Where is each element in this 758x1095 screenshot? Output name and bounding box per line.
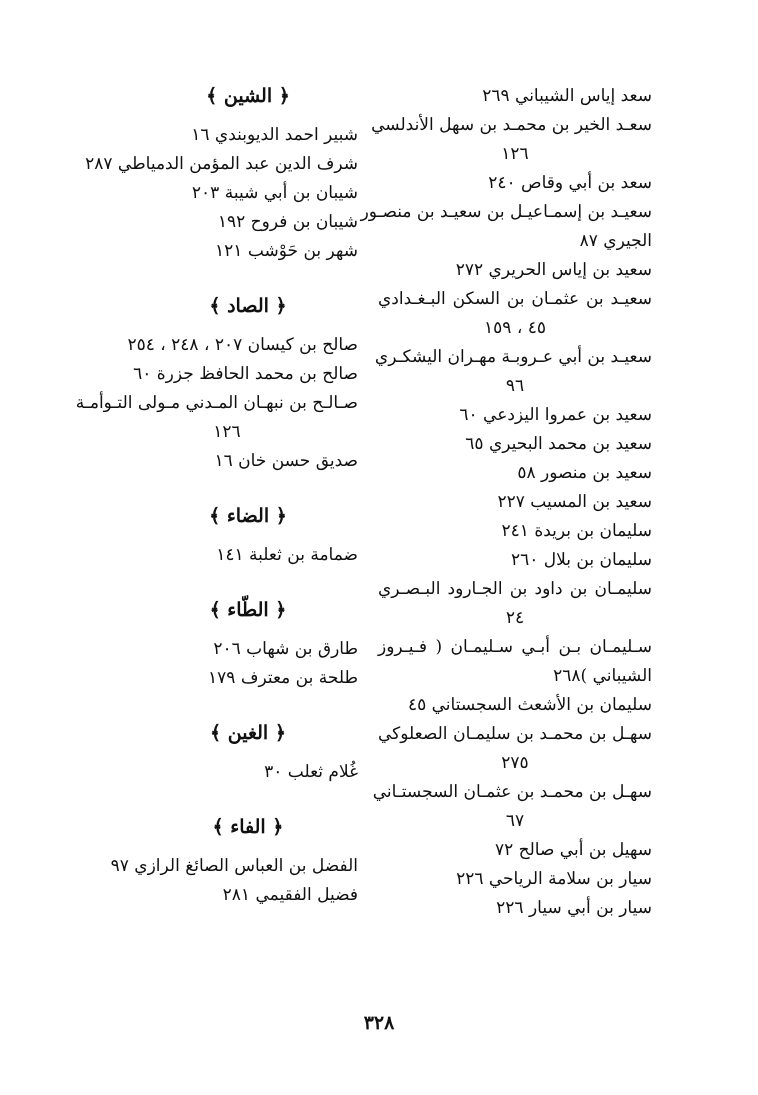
index-entry: سعيـد بن إسمـاعيـل بن سعيـد بن منصـور (360, 202, 652, 222)
index-entry: سـليمـان بـن أبـي سـليمـان ( فـيـروز (378, 637, 652, 657)
section-heading-saad: ﴿ الصاد ﴾ (209, 295, 287, 317)
index-entry: غُلام ثعلب ٣٠ (264, 762, 358, 782)
index-entry: سليمان بن بلال ٢٦٠ (510, 550, 652, 570)
index-entry: سيار بن أبي سيار ٢٢٦ (496, 898, 652, 918)
index-entry: سهـل بن محمـد بن سليمـان الصعلوكي (378, 724, 652, 744)
index-entry-pages: ١٢٦ (213, 422, 241, 442)
index-entry-pages: ٩٦ (505, 376, 525, 396)
index-entry: ضمامة بن ثعلبة ١٤١ (216, 545, 358, 565)
section-heading-taa: ﴿ الطّاء ﴾ (209, 599, 287, 621)
index-entry: سليمان بن الأشعث السجستاني ٤٥ (407, 695, 652, 715)
index-entry: سيار بن سلامة الرياحي ٢٢٦ (456, 869, 652, 889)
index-entry-pages: ٤٥ ، ١٥٩ (484, 318, 546, 338)
left-column (75, 82, 358, 910)
section-heading-daad: ﴿ الضاء ﴾ (209, 505, 287, 527)
index-entry: سليمـان بن داود بن الجـارود البـصـري (378, 579, 652, 599)
index-entry: سهـل بن محمـد بن عثمـان السجستـاني (372, 782, 652, 802)
index-entry: طارق بن شهاب ٢٠٦ (213, 639, 358, 659)
index-entry: سعيد بن المسيب ٢٢٧ (497, 492, 652, 512)
index-entry-continuation: الجيري ٨٧ (579, 231, 652, 251)
index-entry: صالح بن محمد الحافظ جزرة ٦٠ (133, 364, 358, 384)
index-entry-pages: ٢٧٥ (501, 753, 529, 773)
index-entry: الفضل بن العباس الصائغ الرازي ٩٧ (110, 856, 358, 876)
index-entry: صـالـح بن نبهـان المـدني مـولى التـوأمـة (75, 393, 358, 413)
index-entry: شهر بن حَوْشب ١٢١ (215, 241, 358, 261)
index-entry: سعيـد بن أبي عـروبـة مهـران اليشكـري (374, 347, 652, 367)
section-heading-faa: ﴿ الفاء ﴾ (212, 816, 284, 838)
index-entry-continuation: الشيباني )٢٦٨ (553, 666, 652, 686)
index-entry: فضيل الفقيمي ٢٨١ (222, 885, 358, 905)
section-heading-ghayn: ﴿ الغين ﴾ (210, 722, 286, 744)
index-entry: شيبان بن أبي شيبة ٢٠٣ (191, 183, 358, 203)
index-entry: سليمان بن بريدة ٢٤١ (501, 521, 652, 541)
right-column (360, 82, 652, 923)
index-entry: سعيـد بن عثمـان بن السكن البـغـدادي (378, 289, 652, 309)
index-entry: سعيد بن إياس الحريري ٢٧٢ (455, 260, 652, 280)
index-entry: سعـد الخير بن محمـد بن سهل الأندلسي (371, 115, 652, 135)
index-entry-pages: ١٢٦ (501, 144, 529, 164)
page-number: ٣٢٨ (363, 1012, 395, 1034)
index-entry: سعيد بن محمد البحيري ٦٥ (465, 434, 652, 454)
index-entry-pages: ٢٤ (505, 608, 525, 628)
index-entry: شبير احمد الديوبندي ١٦ (191, 125, 358, 145)
index-entry: صديق حسن خان ١٦ (214, 451, 358, 471)
section-heading-sheen: ﴿ الشين ﴾ (206, 85, 290, 107)
index-entry-pages: ٦٧ (505, 811, 525, 831)
index-entry: سعيد بن منصور ٥٨ (517, 463, 652, 483)
index-entry: سعيد بن عمروا اليزدعي ٦٠ (459, 405, 652, 425)
index-entry: طلحة بن معترف ١٧٩ (208, 668, 358, 688)
index-entry: سعد إياس الشيباني ٢٦٩ (482, 86, 652, 106)
index-entry: صالح بن كيسان ٢٠٧ ، ٢٤٨ ، ٢٥٤ (127, 335, 358, 355)
index-entry: شرف الدين عبد المؤمن الدمياطي ٢٨٧ (85, 154, 358, 174)
index-entry: سعد بن أبي وقاص ٢٤٠ (488, 173, 652, 193)
index-entry: سهيل بن أبي صالح ٧٢ (494, 840, 652, 860)
index-entry: شيبان بن فروح ١٩٢ (217, 212, 358, 232)
